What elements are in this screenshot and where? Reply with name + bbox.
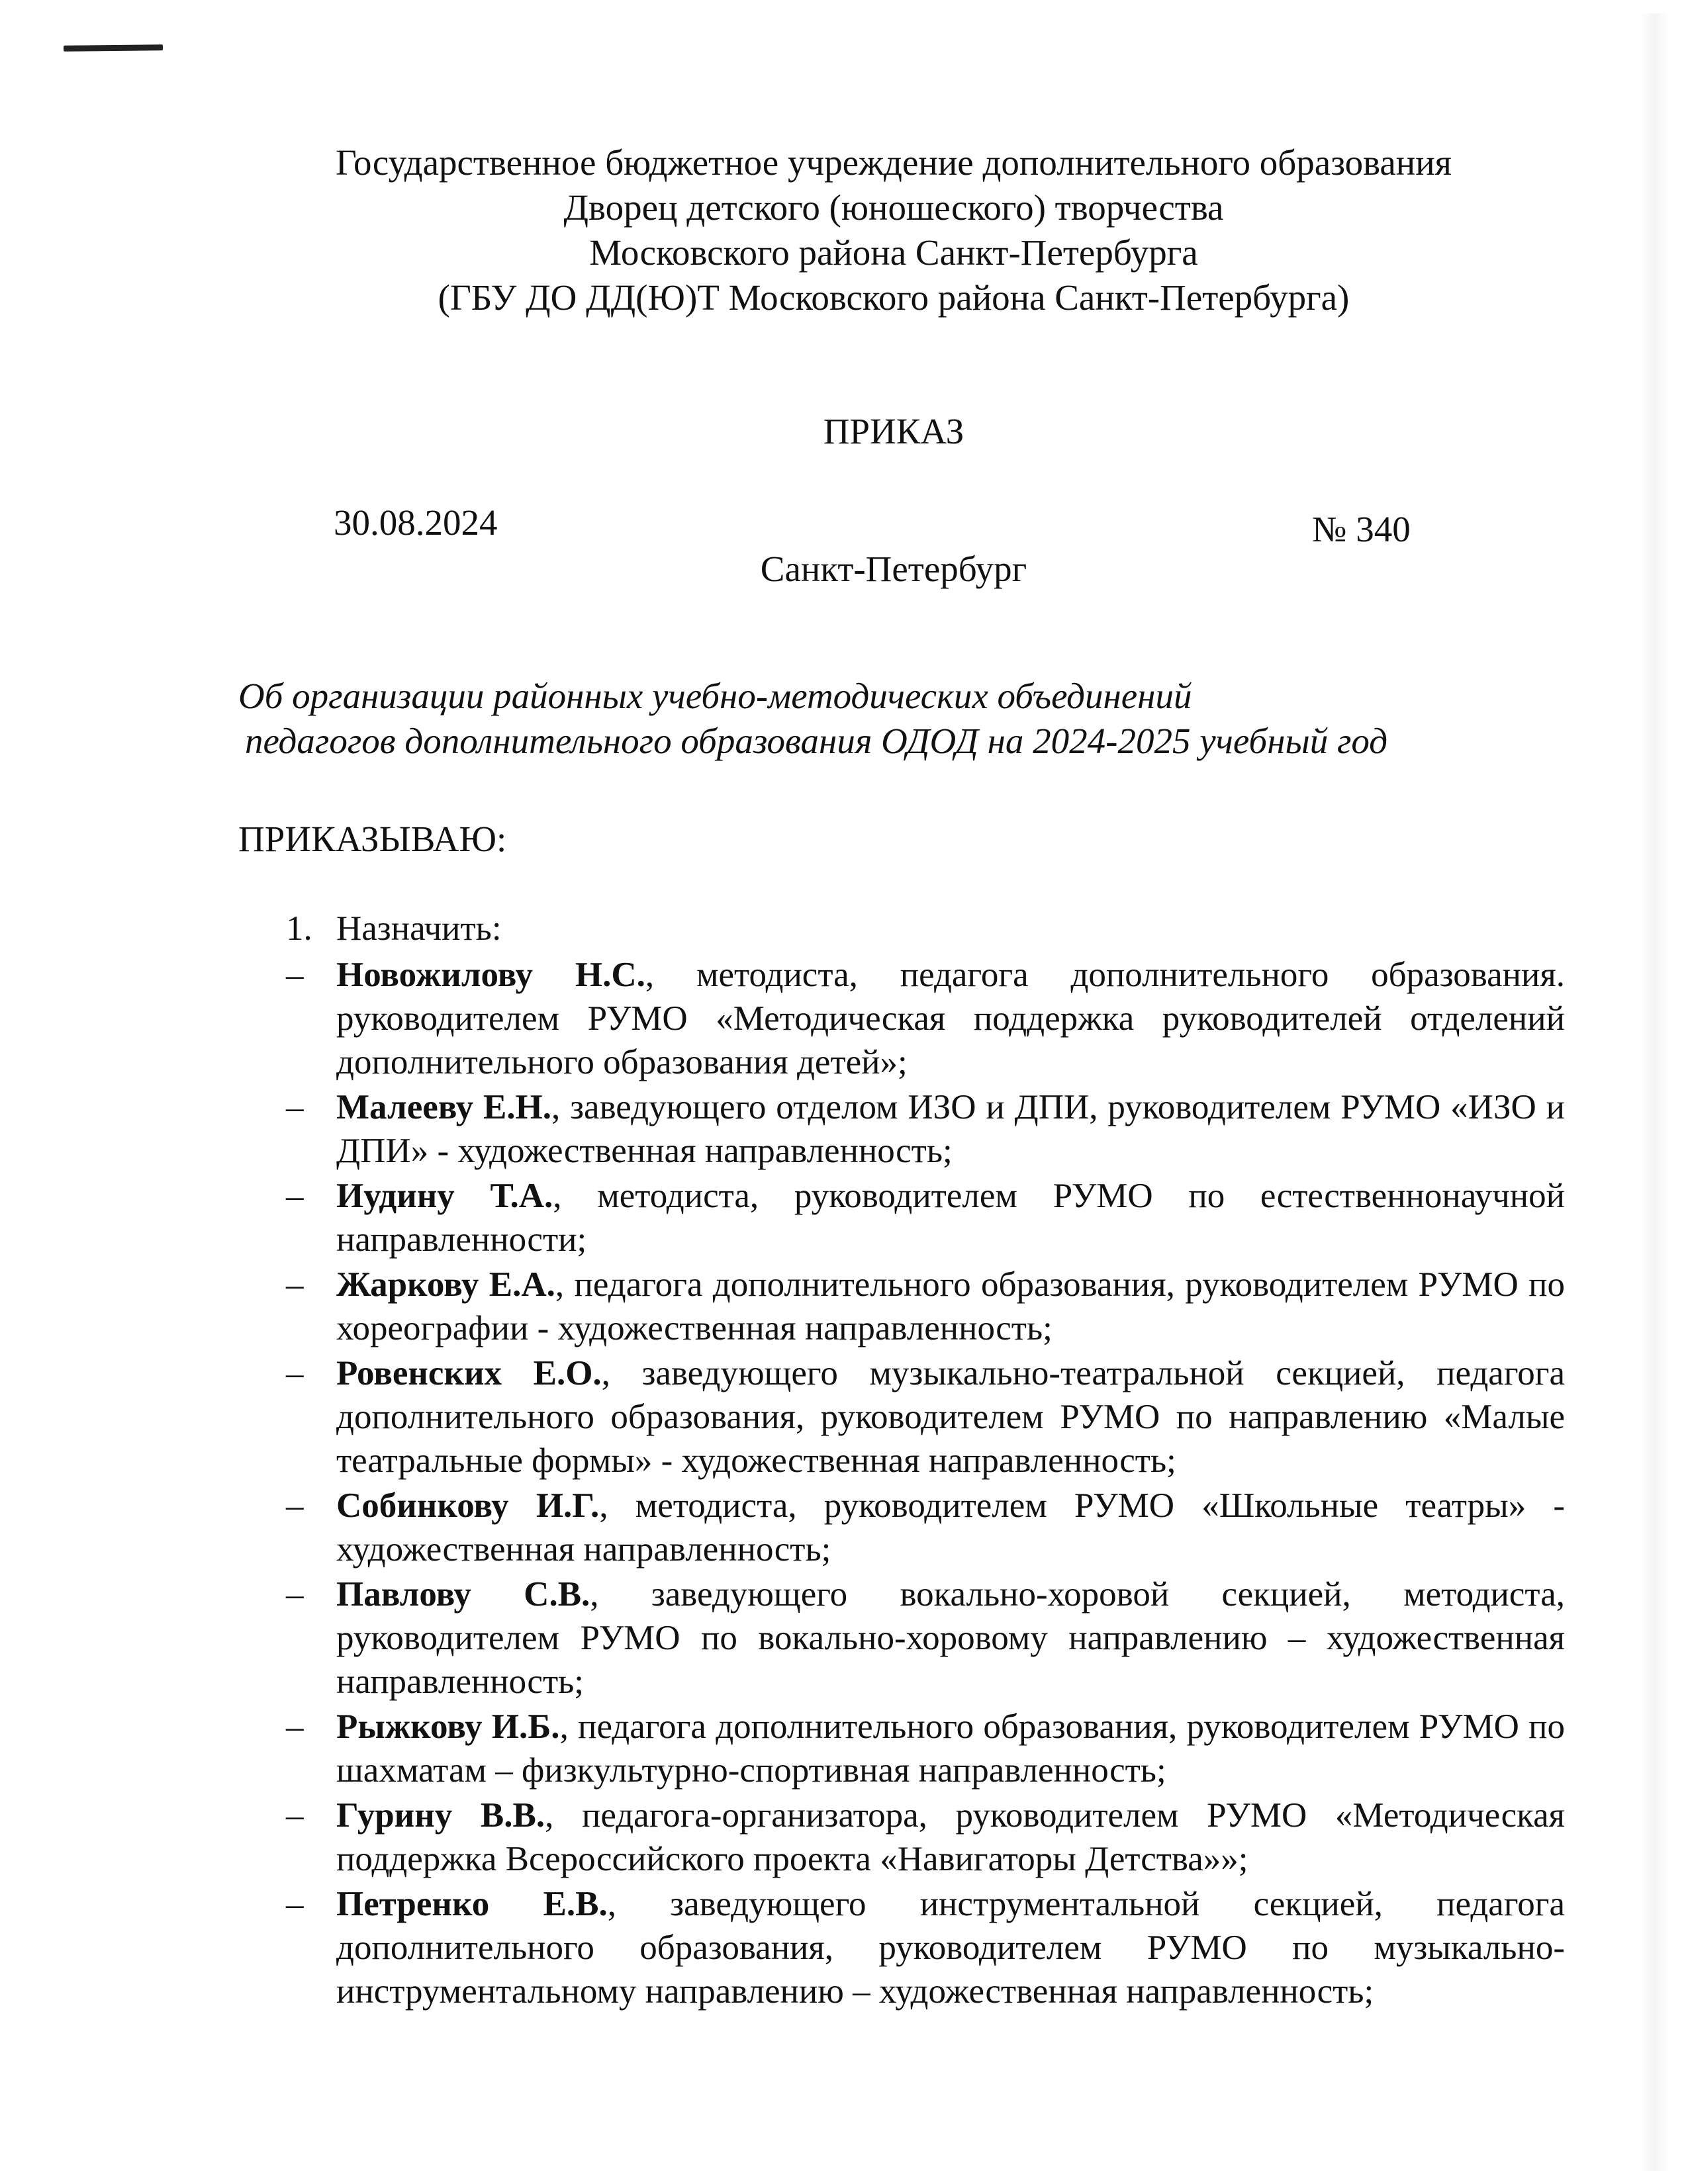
appointee-name: Петренко Е.В. [336, 1885, 608, 1923]
scan-shadow-edge [1639, 13, 1669, 2171]
clause-number: 1. [286, 909, 312, 948]
list-dash: – [286, 1265, 304, 1304]
list-dash: – [286, 956, 304, 994]
appointee-name: Новожилову Н.С. [336, 956, 645, 994]
appointment-text: , педагога дополнительного образования, руководителем РУМО по хореографии - художественная направленность; [336, 1265, 1565, 1347]
list-dash: – [286, 1088, 304, 1126]
appointment-item [286, 1351, 1565, 1482]
appointment-item [286, 1572, 1565, 1704]
appointment-text: , заведующего инструментальной секцией, педагога дополнительного образования, руководителем РУМО по музыкально-инструментальному направлению – художественная направленность; [336, 1885, 1565, 2011]
list-dash: – [286, 1885, 304, 1923]
header-line: Московского района Санкт-Петербурга [589, 232, 1198, 273]
appointee-name: Иудину Т.А. [336, 1177, 553, 1215]
list-dash: – [286, 1486, 304, 1525]
appointment-text: , методиста, руководителем РУМО «Школьные театры» - художественная направленность; [336, 1486, 1566, 1569]
document-date: 30.08.2024 [334, 502, 498, 543]
header-line: (ГБУ ДО ДД(Ю)Т Московского района Санкт-Петербурга) [438, 277, 1350, 318]
appointee-name: Ровенских Е.О. [336, 1354, 602, 1392]
appointee-name: Павлову С.В. [336, 1575, 590, 1614]
appointment-item [286, 1705, 1565, 1792]
header-line: Дворец детского (юношеского) творчества [563, 187, 1224, 228]
appointment-item [286, 1484, 1565, 1571]
header-line: Государственное бюджетное учреждение дополнительного образования [336, 142, 1452, 183]
appointee-name: Рыжкову И.Б. [336, 1707, 560, 1746]
document-number: № 340 [1312, 509, 1411, 549]
list-dash: – [286, 1707, 304, 1746]
appointment-item [286, 1085, 1565, 1173]
appointment-item [286, 1794, 1565, 1881]
scan-mark [64, 44, 163, 52]
appointment-text: , педагога-организатора, руководителем РУМО «Методическая поддержка Всероссийского проекта «Навигаторы Детства»»; [336, 1796, 1565, 1878]
appointment-text: , педагога дополнительного образования, руководителем РУМО по шахматам – физкультурно-спортивная направленность; [336, 1707, 1565, 1790]
order-word: ПРИКАЗЫВАЮ: [238, 819, 507, 859]
clause-1 [286, 907, 502, 950]
appointment-item [286, 1174, 1565, 1261]
appointee-name: Собинкову И.Г. [336, 1486, 600, 1525]
appointments-list [286, 953, 1565, 2015]
appointment-text: , методиста, педагога дополнительного образования. руководителем РУМО «Методическая поддержка руководителей отделений дополнительного образования детей»; [336, 956, 1565, 1081]
appointee-name: Жаркову Е.А. [336, 1265, 555, 1304]
appointment-text: , методиста, руководителем РУМО по естественнонаучной направленности; [336, 1177, 1565, 1259]
appointment-item [286, 1263, 1565, 1350]
document-subject [238, 674, 1562, 764]
subject-line: Об организации районных учебно-методических объединений [238, 676, 1192, 716]
appointment-text: , заведующего отделом ИЗО и ДПИ, руководителем РУМО «ИЗО и ДПИ» - художественная направленность; [336, 1088, 1565, 1170]
subject-line: педагогов дополнительного образования ОДОД на 2024-2025 учебный год [245, 721, 1388, 761]
appointee-name: Гурину В.В. [336, 1796, 545, 1835]
document-city: Санкт-Петербург [760, 549, 1027, 589]
clause-text: Назначить: [336, 909, 502, 948]
document-title: ПРИКАЗ [823, 411, 964, 451]
list-dash: – [286, 1796, 304, 1835]
appointment-item [286, 1882, 1565, 2013]
appointee-name: Малееву Е.Н. [336, 1088, 552, 1126]
appointment-text: , заведующего вокально-хоровой секцией, методиста, руководителем РУМО по вокально-хоровому направлению – художественная направленность; [336, 1575, 1566, 1701]
appointment-item [286, 953, 1565, 1084]
appointment-text: , заведующего музыкально-театральной секцией, педагога дополнительного образования, руководителем РУМО по направлению «Малые театральные формы» - художественная направленность; [336, 1354, 1565, 1480]
list-dash: – [286, 1575, 304, 1614]
list-dash: – [286, 1177, 304, 1215]
list-dash: – [286, 1354, 304, 1392]
organization-header [199, 140, 1589, 320]
